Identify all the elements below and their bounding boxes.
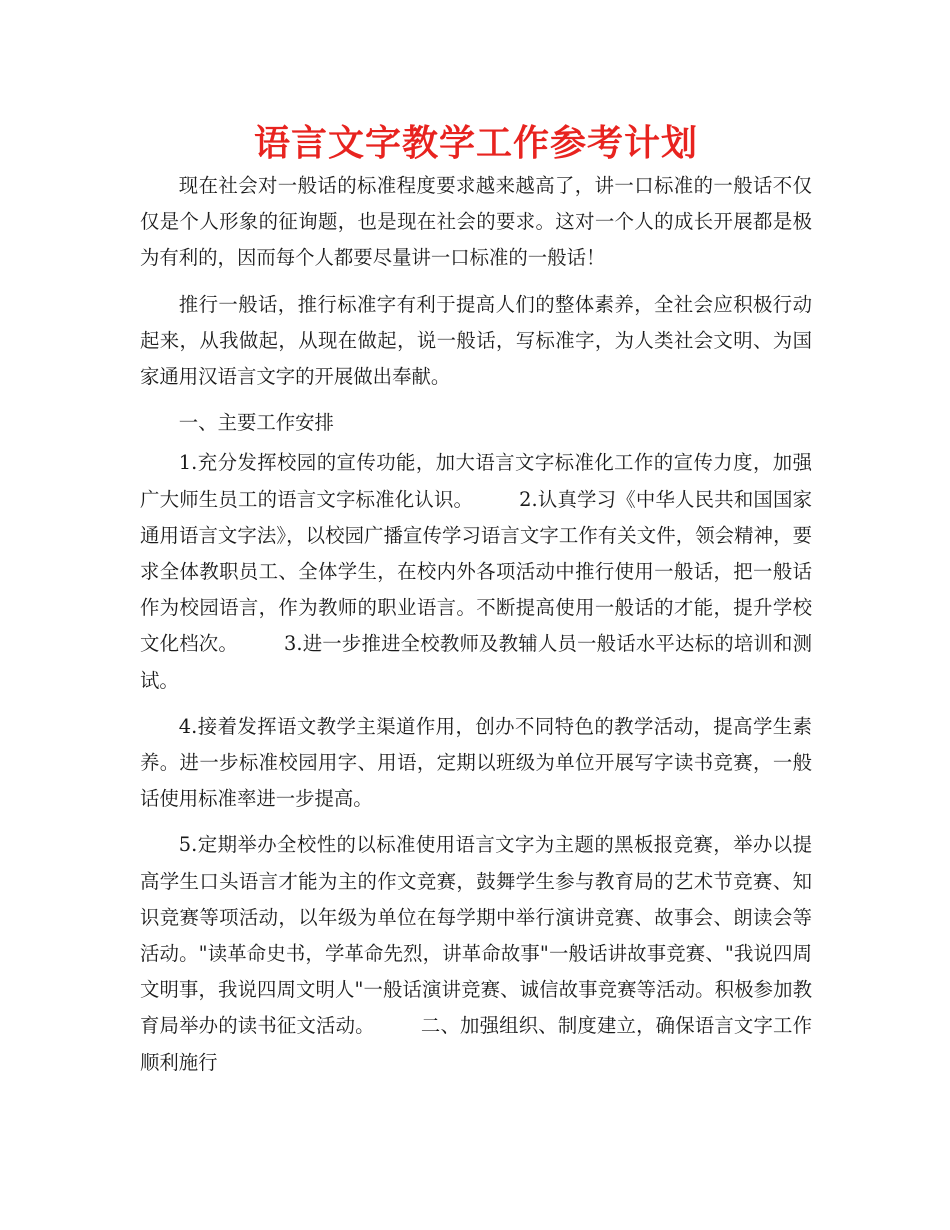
work-items-paragraph <box>140 445 812 698</box>
document-title: 语言文字教学工作参考计划 <box>253 122 698 164</box>
work-item-1: 1.充分发挥校园的宣传功能，加大语言文字标准化工作的宣传力度，加强广大师生员工的语言文字标准化认识。 <box>140 451 812 511</box>
document-page <box>140 116 812 1091</box>
intro-paragraph: 现在社会对一般话的标准程度要求越来越高了，讲一口标准的一般话不仅仅是个人形象的征询题，也是现在社会的要求。这对一个人的成长开展都是极为有利的，因而每个人都要尽量讲一口标准的一般话！ <box>140 174 812 270</box>
section-heading-organization: 二、加强组织、制度建立，确保语言文字工作顺利施行 <box>140 1014 812 1074</box>
promotion-paragraph: 推行一般话，推行标准字有利于提高人们的整体素养，全社会应积极行动起来，从我做起，从现在做起，说一般话，写标准字，为人类社会文明、为国家通用汉语言文字的开展做出奉献。 <box>140 292 812 389</box>
work-item-5: 5.定期举办全校性的以标准使用语言文字为主题的黑板报竞赛，举办以提高学生口头语言才能为主的作文竞赛，鼓舞学生参与教育局的艺术节竞赛、知识竞赛等项活动，以年级为单位在每学期中举行演讲竞赛、故事会、朗读会等活动。"读革命史书，学革命先烈，讲革命故事"一般话讲故事竞赛、"我说四周文明事，我说四周文明人"一般话演讲竞赛、诚信故事竞赛等活动。积极参加教育局举办的读书征文活动。 <box>140 833 812 1038</box>
work-item-4: 4.接着发挥语文教学主渠道作用，创办不同特色的教学活动，提高学生素养。进一步标准校园用字、用语，定期以班级为单位开展写字读书竞赛，一般话使用标准率进一步提高。 <box>140 714 812 811</box>
section-heading-main-work: 一、主要工作安排 <box>178 411 334 435</box>
work-item-3: 3.进一步推进全校教师及教辅人员一般话水平达标的培训和测试。 <box>140 632 812 692</box>
work-item-2: 2.认真学习《中华人民共和国国家通用语言文字法》，以校园广播宣传学习语言文字工作有关文件，领会精神，要求全体教职员工、全体学生，在校内外各项活动中推行使用一般话，把一般话作为校园语言，作为教师的职业语言。不断提高使用一般话的才能，提升学校文化档次。 <box>140 487 813 656</box>
activities-paragraph <box>140 827 812 1080</box>
